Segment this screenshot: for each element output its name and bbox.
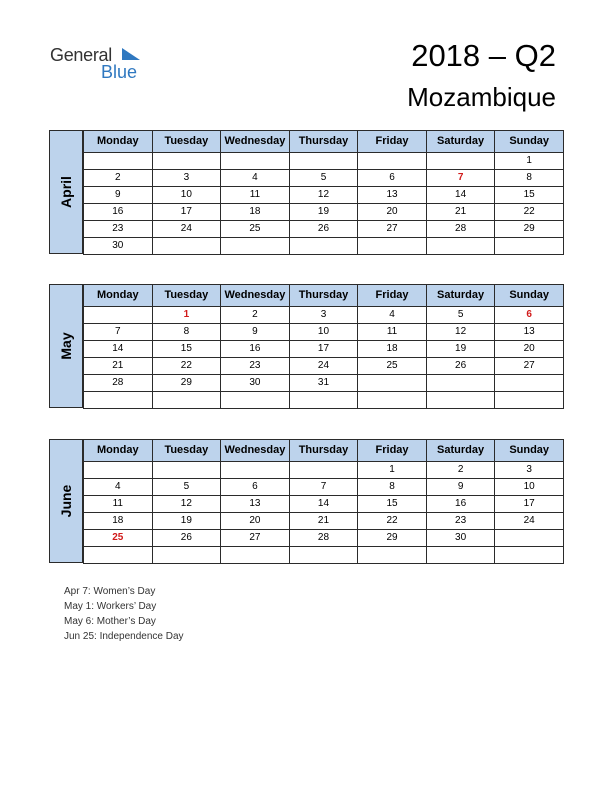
day-cell: 17 (289, 341, 358, 358)
weekday-header: Friday (358, 131, 427, 153)
day-cell: 4 (358, 307, 427, 324)
day-cell: 21 (84, 358, 153, 375)
day-cell: 25 (358, 358, 427, 375)
week-row (84, 513, 564, 530)
day-cell: 3 (495, 462, 564, 479)
day-cell: 7 (84, 324, 153, 341)
day-cell: 24 (495, 513, 564, 530)
day-cell: 31 (289, 375, 358, 392)
logo-general-text: General (50, 45, 112, 65)
week-row (84, 496, 564, 513)
empty-day-cell (221, 153, 290, 170)
empty-day-cell (152, 462, 221, 479)
day-cell: 10 (289, 324, 358, 341)
week-row (84, 375, 564, 392)
day-cell: 2 (426, 462, 495, 479)
day-cell: 13 (221, 496, 290, 513)
empty-day-cell (289, 462, 358, 479)
day-cell: 2 (84, 170, 153, 187)
day-cell: 13 (495, 324, 564, 341)
day-cell: 22 (358, 513, 427, 530)
weekday-header: Tuesday (152, 131, 221, 153)
day-cell: 15 (495, 187, 564, 204)
week-row (84, 307, 564, 324)
day-cell: 21 (289, 513, 358, 530)
empty-day-cell (358, 238, 427, 255)
empty-day-cell (84, 462, 153, 479)
week-row (84, 170, 564, 187)
day-cell: 24 (289, 358, 358, 375)
day-cell: 22 (152, 358, 221, 375)
day-cell: 13 (358, 187, 427, 204)
week-row (84, 341, 564, 358)
day-cell: 8 (495, 170, 564, 187)
day-cell: 30 (426, 530, 495, 547)
day-cell: 20 (495, 341, 564, 358)
weekday-header: Tuesday (152, 440, 221, 462)
calendar-table (83, 130, 564, 255)
day-cell: 14 (289, 496, 358, 513)
week-row (84, 392, 564, 409)
day-cell: 24 (152, 221, 221, 238)
day-cell: 3 (289, 307, 358, 324)
month-label-cell (49, 439, 83, 563)
day-cell: 23 (84, 221, 153, 238)
day-cell: 9 (426, 479, 495, 496)
day-cell: 14 (84, 341, 153, 358)
empty-day-cell (152, 153, 221, 170)
day-cell: 4 (221, 170, 290, 187)
month-block-june (49, 439, 564, 563)
day-cell: 4 (84, 479, 153, 496)
day-cell: 27 (358, 221, 427, 238)
holiday-note: Jun 25: Independence Day (64, 631, 184, 642)
empty-day-cell (289, 547, 358, 564)
empty-day-cell (358, 547, 427, 564)
day-cell: 26 (152, 530, 221, 547)
day-cell: 21 (426, 204, 495, 221)
day-cell: 30 (221, 375, 290, 392)
day-cell: 5 (289, 170, 358, 187)
empty-day-cell (289, 153, 358, 170)
week-row (84, 204, 564, 221)
day-cell: 15 (152, 341, 221, 358)
weekday-header-row (84, 285, 564, 307)
empty-day-cell (426, 153, 495, 170)
empty-day-cell (221, 392, 290, 409)
holiday-note: May 1: Workers’ Day (64, 601, 157, 612)
day-cell: 26 (289, 221, 358, 238)
day-cell: 7 (426, 170, 495, 187)
weekday-header: Wednesday (221, 131, 290, 153)
empty-day-cell (495, 547, 564, 564)
day-cell: 18 (358, 341, 427, 358)
calendar-table (83, 439, 564, 564)
day-cell: 19 (289, 204, 358, 221)
day-cell: 11 (84, 496, 153, 513)
day-cell: 12 (426, 324, 495, 341)
day-cell: 27 (495, 358, 564, 375)
week-row (84, 547, 564, 564)
empty-day-cell (495, 238, 564, 255)
empty-day-cell (84, 547, 153, 564)
week-row (84, 462, 564, 479)
calendar-table (83, 284, 564, 409)
weekday-header-row (84, 131, 564, 153)
day-cell: 19 (426, 341, 495, 358)
weekday-header: Friday (358, 440, 427, 462)
holiday-note: May 6: Mother’s Day (64, 616, 156, 627)
empty-day-cell (84, 153, 153, 170)
day-cell: 16 (221, 341, 290, 358)
empty-day-cell (426, 392, 495, 409)
day-cell: 6 (221, 479, 290, 496)
day-cell: 1 (152, 307, 221, 324)
empty-day-cell (289, 238, 358, 255)
month-label-cell (49, 284, 83, 408)
empty-day-cell (221, 462, 290, 479)
week-row (84, 187, 564, 204)
day-cell: 18 (84, 513, 153, 530)
weekday-header: Sunday (495, 285, 564, 307)
day-cell: 8 (152, 324, 221, 341)
empty-day-cell (358, 392, 427, 409)
day-cell: 28 (289, 530, 358, 547)
empty-day-cell (152, 238, 221, 255)
weekday-header: Saturday (426, 131, 495, 153)
week-row (84, 238, 564, 255)
day-cell: 5 (152, 479, 221, 496)
week-row (84, 358, 564, 375)
weekday-header: Saturday (426, 440, 495, 462)
day-cell: 28 (84, 375, 153, 392)
logo-blue-text: Blue (101, 62, 138, 82)
day-cell: 22 (495, 204, 564, 221)
day-cell: 29 (358, 530, 427, 547)
month-name: June (58, 484, 74, 518)
empty-day-cell (358, 153, 427, 170)
day-cell: 11 (221, 187, 290, 204)
day-cell: 1 (358, 462, 427, 479)
generalblue-logo (50, 45, 160, 85)
month-block-april (49, 130, 564, 254)
weekday-header: Monday (84, 285, 153, 307)
empty-day-cell (152, 547, 221, 564)
day-cell: 23 (221, 358, 290, 375)
weekday-header: Wednesday (221, 285, 290, 307)
page-title: 2018 – Q2 (411, 38, 556, 73)
day-cell: 17 (495, 496, 564, 513)
day-cell: 11 (358, 324, 427, 341)
empty-day-cell (358, 375, 427, 392)
holiday-notes (64, 584, 184, 644)
day-cell: 27 (221, 530, 290, 547)
week-row (84, 530, 564, 547)
month-label-cell (49, 130, 83, 254)
week-row (84, 153, 564, 170)
empty-day-cell (426, 375, 495, 392)
day-cell: 10 (495, 479, 564, 496)
day-cell: 15 (358, 496, 427, 513)
day-cell: 12 (152, 496, 221, 513)
day-cell: 9 (221, 324, 290, 341)
day-cell: 18 (221, 204, 290, 221)
day-cell: 14 (426, 187, 495, 204)
empty-day-cell (84, 392, 153, 409)
empty-day-cell (495, 392, 564, 409)
day-cell: 30 (84, 238, 153, 255)
day-cell: 6 (495, 307, 564, 324)
day-cell: 19 (152, 513, 221, 530)
day-cell: 12 (289, 187, 358, 204)
day-cell: 10 (152, 187, 221, 204)
empty-day-cell (84, 307, 153, 324)
empty-day-cell (426, 547, 495, 564)
day-cell: 6 (358, 170, 427, 187)
day-cell: 29 (495, 221, 564, 238)
empty-day-cell (495, 375, 564, 392)
weekday-header: Wednesday (221, 440, 290, 462)
weekday-header: Tuesday (152, 285, 221, 307)
weekday-header: Monday (84, 440, 153, 462)
day-cell: 9 (84, 187, 153, 204)
day-cell: 26 (426, 358, 495, 375)
weekday-header: Sunday (495, 131, 564, 153)
day-cell: 28 (426, 221, 495, 238)
day-cell: 16 (84, 204, 153, 221)
day-cell: 29 (152, 375, 221, 392)
week-row (84, 324, 564, 341)
weekday-header: Thursday (289, 131, 358, 153)
country-title: Mozambique (407, 82, 556, 112)
month-name: April (58, 176, 74, 208)
day-cell: 16 (426, 496, 495, 513)
day-cell: 25 (84, 530, 153, 547)
day-cell: 7 (289, 479, 358, 496)
empty-day-cell (152, 392, 221, 409)
day-cell: 20 (221, 513, 290, 530)
day-cell: 2 (221, 307, 290, 324)
day-cell: 3 (152, 170, 221, 187)
day-cell: 1 (495, 153, 564, 170)
day-cell: 5 (426, 307, 495, 324)
weekday-header: Thursday (289, 285, 358, 307)
holiday-note: Apr 7: Women’s Day (64, 586, 156, 597)
day-cell: 25 (221, 221, 290, 238)
weekday-header: Sunday (495, 440, 564, 462)
day-cell: 23 (426, 513, 495, 530)
day-cell: 20 (358, 204, 427, 221)
month-block-may (49, 284, 564, 408)
empty-day-cell (495, 530, 564, 547)
empty-day-cell (289, 392, 358, 409)
logo-flag-icon (122, 48, 140, 62)
empty-day-cell (426, 238, 495, 255)
week-row (84, 479, 564, 496)
weekday-header: Monday (84, 131, 153, 153)
weekday-header: Friday (358, 285, 427, 307)
month-name: May (58, 332, 74, 360)
weekday-header: Thursday (289, 440, 358, 462)
week-row (84, 221, 564, 238)
day-cell: 17 (152, 204, 221, 221)
weekday-header-row (84, 440, 564, 462)
empty-day-cell (221, 238, 290, 255)
day-cell: 8 (358, 479, 427, 496)
empty-day-cell (221, 547, 290, 564)
weekday-header: Saturday (426, 285, 495, 307)
